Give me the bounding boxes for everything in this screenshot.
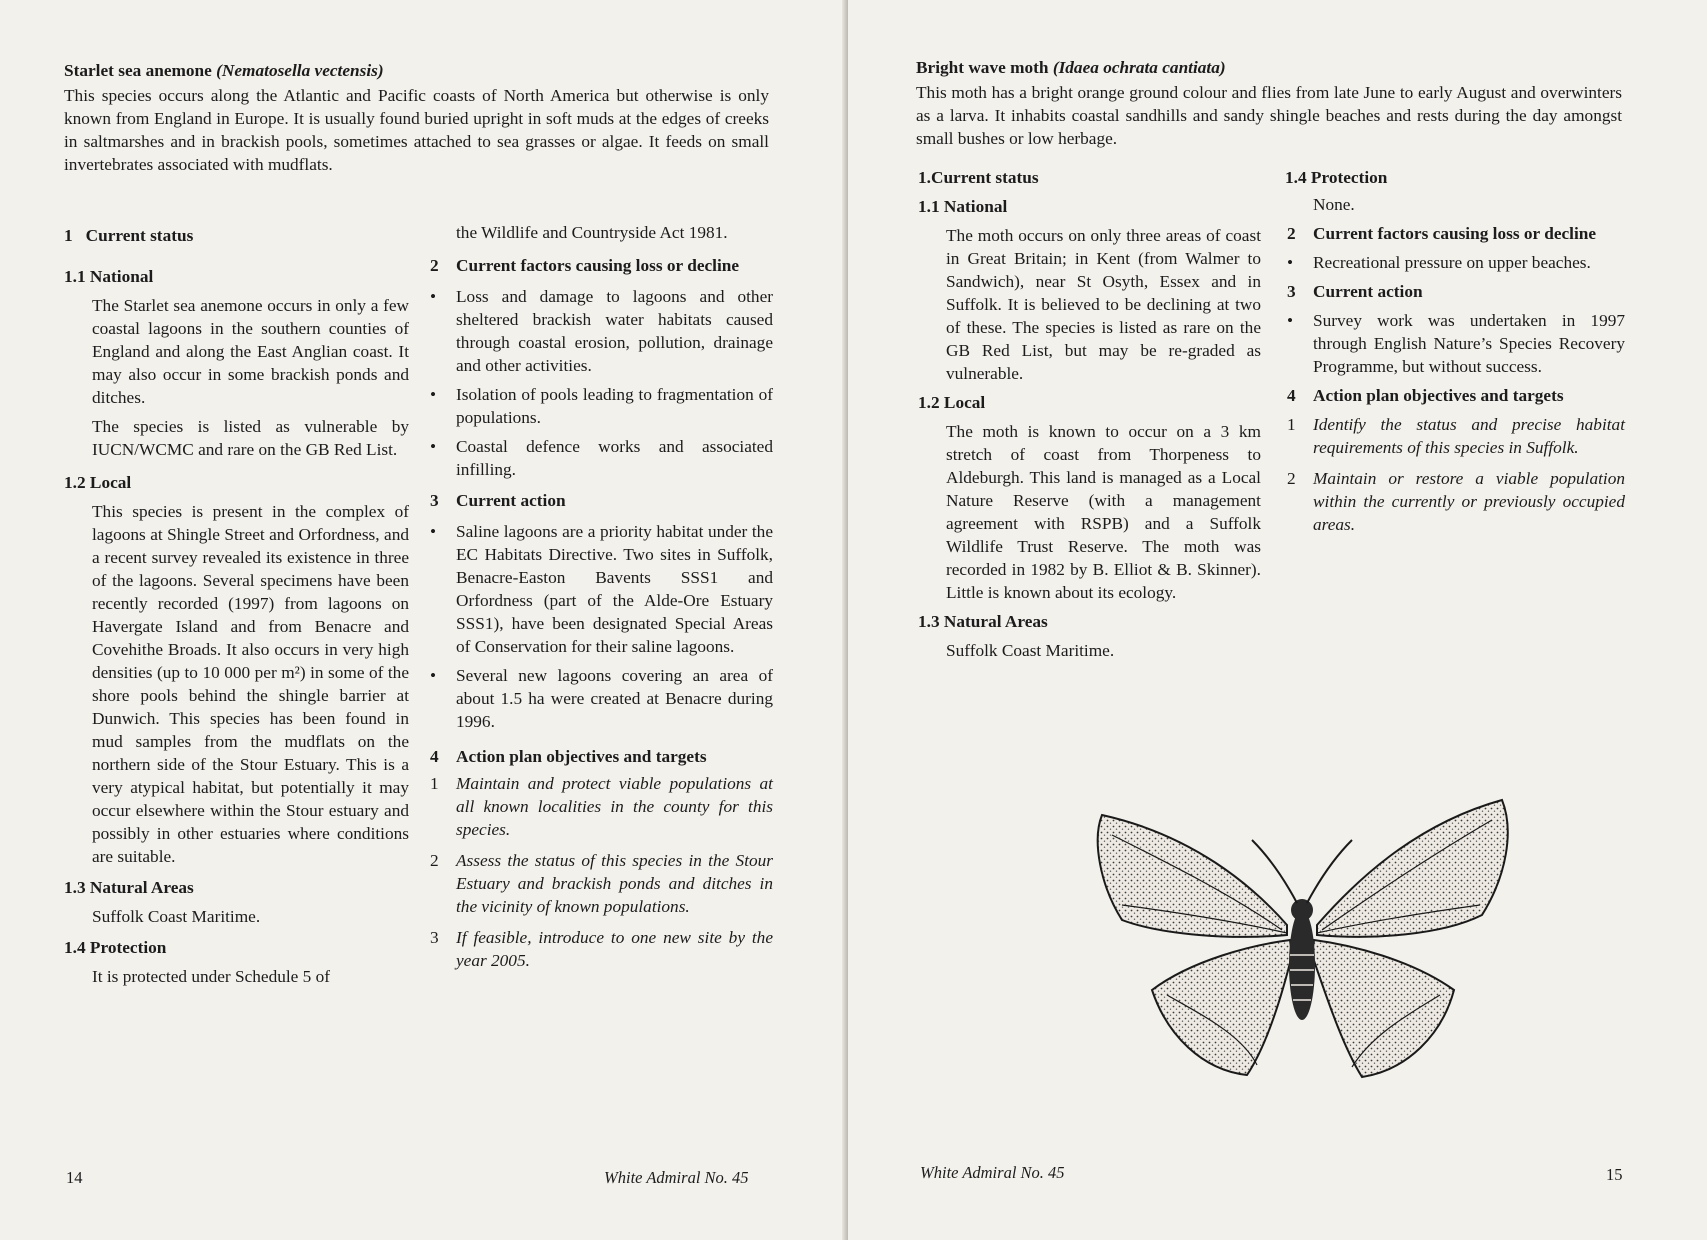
section-heading-current-action xyxy=(428,489,773,512)
bullet-icon: • xyxy=(430,666,437,685)
objective-number: 1 xyxy=(1287,415,1296,434)
section-heading-factors xyxy=(428,254,773,277)
left-page xyxy=(0,0,848,1240)
page-number: 15 xyxy=(1606,1165,1623,1184)
species-latin-name: (Idaea ochrata cantiata) xyxy=(1052,58,1226,77)
local-text: This species is present in the complex of lagoons at Shingle Street and Orfordness, and a recent survey revealed its existence in three of the lagoons. Several specimens have been recently recorded (1997) from lagoons on Havergate Island and from Benacre and Covehithe Broads. It also occurs in very high densities (up to 10 000 per m²) in some of the shore pools behind the shingle barrier at Dunwich. This species has been found in mud samples from the mudflats on the northern side of the Stour Estuary. This is a very atypical habitat, but potentially it may occur elsewhere within the Stour estuary and possibly in other estuaries where conditions are suitable. xyxy=(92,502,409,866)
section-heading-objectives xyxy=(1285,384,1625,407)
species-heading-bright-wave xyxy=(916,56,1622,79)
page-number: 14 xyxy=(66,1168,83,1187)
list-item-text: Saline lagoons are a priority habitat under the EC Habitats Directive. Two sites in Suffolk, Benacre-Easton Bavents SSS1 and Orfordness (part of the Alde-Ore Estuary SSS1), have been designated Special Areas of Conservation for their saline lagoons. xyxy=(456,522,773,656)
section-number: 3 xyxy=(430,491,439,510)
section-number: 3 xyxy=(1287,282,1296,301)
section-number: 2 xyxy=(430,256,439,275)
objective-text: If feasible, introduce to one new site by the year 2005. xyxy=(456,928,773,970)
subheading-protection: 1.4 Protection xyxy=(1285,168,1388,187)
section-number: 4 xyxy=(1287,386,1296,405)
objective-number: 3 xyxy=(430,928,439,947)
objective-item xyxy=(428,772,773,841)
list-item-text: Recreational pressure on upper beaches. xyxy=(1313,253,1591,272)
national-text: The moth occurs on only three areas of coast in Great Britain; in Kent (from Walmer to Sandwich), near St Osyth, Essex and in Suffolk. It is believed to be declining at two of these. The species is listed as rare on the GB Red List, but may be re-graded as vulnerable. xyxy=(946,226,1261,383)
list-item-text: Several new lagoons covering an area of about 1.5 ha were created at Benacre during 1996. xyxy=(456,666,773,731)
national-text-2: The species is listed as vulnerable by IUCN/WCMC and rare on the GB Red List. xyxy=(92,417,409,459)
species-heading-starlet xyxy=(64,59,769,82)
section-title: Current action xyxy=(456,491,566,510)
right-column-1 xyxy=(918,166,1261,662)
section-heading-current-action xyxy=(1285,280,1625,303)
subheading-local: 1.2 Local xyxy=(64,473,132,492)
natural-areas-text: Suffolk Coast Maritime. xyxy=(946,641,1115,660)
section-heading-current-status xyxy=(64,224,409,247)
section-title: Current status xyxy=(85,226,194,245)
section-title: Current action xyxy=(1313,282,1423,301)
bullet-icon: • xyxy=(430,287,437,306)
list-item xyxy=(428,520,773,658)
section-heading-factors xyxy=(1285,222,1625,245)
left-column-1 xyxy=(64,224,409,988)
moth-illustration xyxy=(1082,795,1532,1145)
objective-item xyxy=(1285,467,1625,536)
left-intro-block xyxy=(64,59,769,176)
protection-text: It is protected under Schedule 5 of xyxy=(92,967,331,986)
objective-text: Assess the status of this species in the Stour Estuary and brackish ponds and ditches in the vicinity of known populations. xyxy=(456,851,773,916)
list-item xyxy=(428,383,773,429)
objective-text: Maintain or restore a viable population within the currently or previously occupied areas. xyxy=(1313,469,1625,534)
bullet-icon: • xyxy=(1287,311,1294,330)
protection-text-continued: the Wildlife and Countryside Act 1981. xyxy=(456,223,728,242)
list-item xyxy=(428,664,773,733)
subheading-national: 1.1 National xyxy=(64,267,154,286)
objective-number: 2 xyxy=(1287,469,1296,488)
list-item-text: Isolation of pools leading to fragmentation of populations. xyxy=(456,385,773,427)
subheading-natural-areas: 1.3 Natural Areas xyxy=(64,878,194,897)
list-item-text: Coastal defence works and associated infilling. xyxy=(456,437,773,479)
subheading-local: 1.2 Local xyxy=(918,393,986,412)
list-item xyxy=(428,285,773,377)
bullet-icon: • xyxy=(430,522,437,541)
species-intro: This moth has a bright orange ground colour and flies from late June to early August and overwinters as a larva. It inhabits coastal sandhills and sandy shingle beaches and rests during the day amongst small bushes or low herbage. xyxy=(916,83,1622,148)
list-item-text: Survey work was undertaken in 1997 through English Nature’s Species Recovery Programme, but without success. xyxy=(1313,311,1625,376)
section-number: 1 xyxy=(64,226,73,245)
moth-body xyxy=(1289,910,1315,1020)
species-common-name: Bright wave moth xyxy=(916,58,1049,77)
species-intro: This species occurs along the Atlantic and Pacific coasts of North America but otherwise is only known from England in Europe. It is usually found buried upright in soft muds at the edges of creeks in saltmarshes and in brackish pools, sometimes attached to sea grasses or algae. It feeds on small invertebrates associated with mudflats. xyxy=(64,86,769,174)
list-item xyxy=(1285,251,1625,274)
list-item xyxy=(428,435,773,481)
journal-footer: White Admiral No. 45 xyxy=(920,1163,1065,1182)
bullet-icon: • xyxy=(1287,253,1294,272)
objective-text: Maintain and protect viable populations at all known localities in the county for this species. xyxy=(456,774,773,839)
section-heading-current-status: 1.Current status xyxy=(918,168,1039,187)
list-item xyxy=(1285,309,1625,378)
national-text-1: The Starlet sea anemone occurs in only a few coastal lagoons in the southern counties of England and along the East Anglian coast. It may also occur in some brackish ponds and ditches. xyxy=(92,296,409,407)
section-number: 2 xyxy=(1287,224,1296,243)
section-title: Current factors causing loss or decline xyxy=(1313,224,1597,243)
bullet-icon: • xyxy=(430,385,437,404)
list-item-text: Loss and damage to lagoons and other sheltered brackish water habitats caused through coastal erosion, pollution, drainage and other activities. xyxy=(456,287,773,375)
section-number: 4 xyxy=(430,747,439,766)
objective-text: Identify the status and precise habitat requirements of this species in Suffolk. xyxy=(1313,415,1625,457)
section-title: Action plan objectives and targets xyxy=(456,747,707,766)
objective-item xyxy=(428,849,773,918)
subheading-natural-areas: 1.3 Natural Areas xyxy=(918,612,1048,631)
objective-number: 2 xyxy=(430,851,439,870)
section-title: Current factors causing loss or decline xyxy=(456,256,740,275)
right-intro-block xyxy=(916,56,1622,150)
objective-number: 1 xyxy=(430,774,439,793)
objective-item xyxy=(428,926,773,972)
species-latin-name: (Nematosella vectensis) xyxy=(216,61,384,80)
left-column-2 xyxy=(428,221,773,972)
section-heading-objectives xyxy=(428,745,773,768)
local-text: The moth is known to occur on a 3 km stretch of coast from Thorpeness to Aldeburgh. This land is managed as a Local Nature Reserve (with a management agreement with RSPB) and a Suffolk Wildlife Trust Reserve. The moth was recorded in 1982 by B. Elliot & B. Skinner). Little is known about its ecology. xyxy=(946,422,1261,602)
journal-footer: White Admiral No. 45 xyxy=(604,1168,749,1187)
subheading-protection: 1.4 Protection xyxy=(64,938,167,957)
right-column-2 xyxy=(1285,166,1625,536)
subheading-national: 1.1 National xyxy=(918,197,1008,216)
section-title: Action plan objectives and targets xyxy=(1313,386,1564,405)
protection-text: None. xyxy=(1313,195,1355,214)
species-common-name: Starlet sea anemone xyxy=(64,61,212,80)
bullet-icon: • xyxy=(430,437,437,456)
natural-areas-text: Suffolk Coast Maritime. xyxy=(92,907,261,926)
objective-item xyxy=(1285,413,1625,459)
